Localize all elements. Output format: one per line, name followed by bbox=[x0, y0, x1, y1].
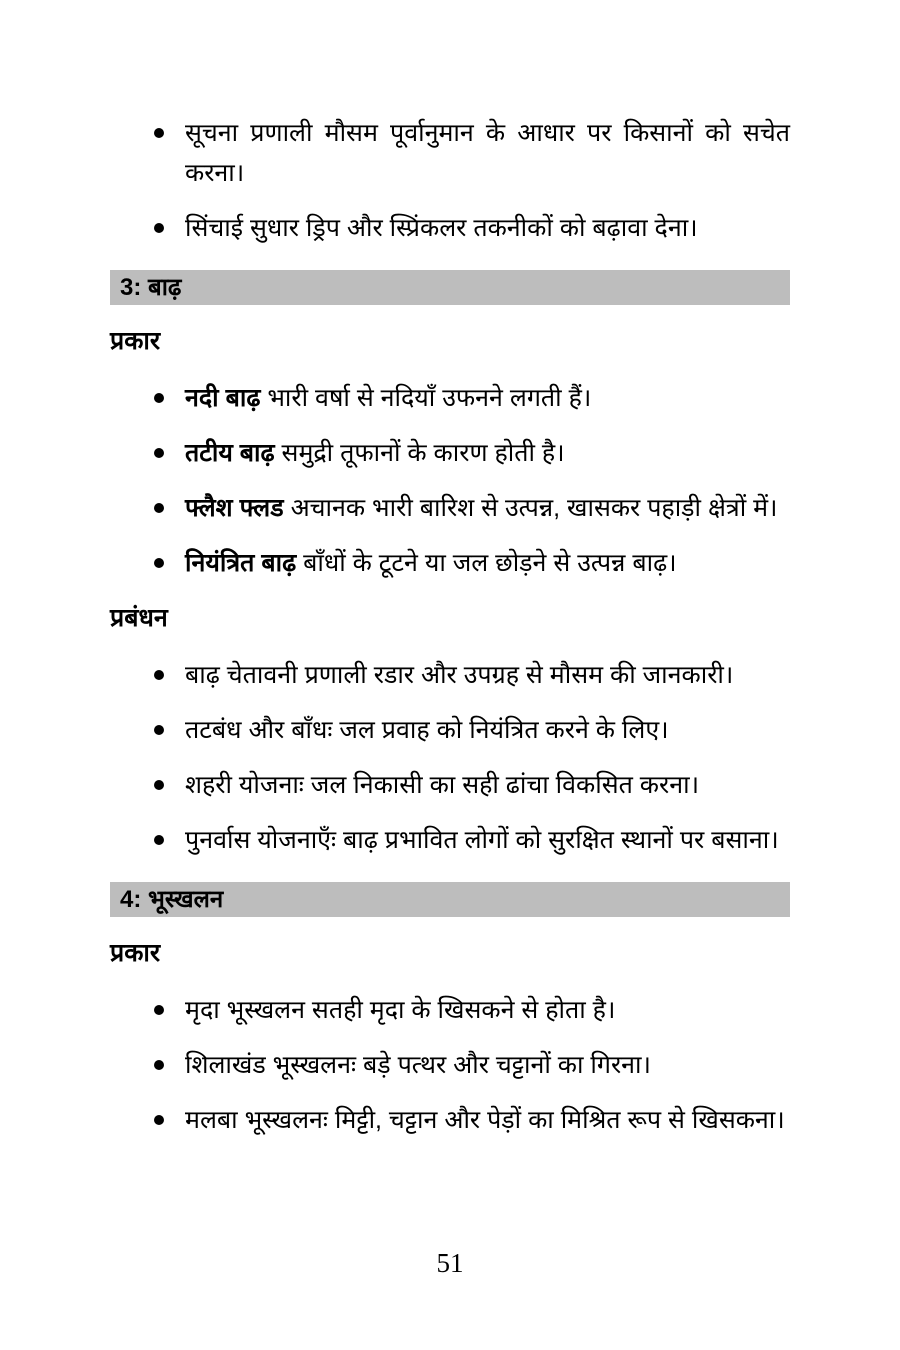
bullet-lead-bold: तटीय बाढ़ bbox=[185, 439, 275, 467]
bullet-text: शहरी योजनाः जल निकासी का सही ढांचा विकसित करना। bbox=[185, 771, 700, 799]
list-item bbox=[110, 488, 790, 528]
bullet-text: शिलाखंड भूस्खलनः बड़े पत्थर और चट्टानों का गिरना। bbox=[185, 1051, 651, 1079]
bullet-text: पुनर्वास योजनाएँः बाढ़ प्रभावित लोगों को सुरक्षित स्थानों पर बसाना। bbox=[185, 826, 779, 854]
bullet-text: बाँधों के टूटने या जल छोड़ने से उत्पन्न बाढ़। bbox=[296, 549, 677, 577]
intro-bullet-list bbox=[110, 113, 790, 248]
bullet-text: सूचना प्रणाली मौसम पूर्वानुमान के आधार पर किसानों को सचेत करना। bbox=[185, 119, 790, 187]
list-item bbox=[110, 655, 790, 695]
subheading-landslide-types: प्रकार bbox=[110, 939, 161, 967]
list-item bbox=[110, 820, 790, 860]
section-header-landslide: 4: भूस्खलन bbox=[110, 882, 790, 917]
list-item bbox=[110, 990, 790, 1030]
bullet-text: सिंचाई सुधार ड्रिप और स्प्रिंकलर तकनीकों को बढ़ावा देना। bbox=[185, 214, 698, 242]
bullet-text: बाढ़ चेतावनी प्रणाली रडार और उपग्रह से मौसम की जानकारी। bbox=[185, 661, 734, 689]
landslide-types-list bbox=[110, 990, 790, 1140]
bullet-text: भारी वर्षा से नदियाँ उफनने लगती हैं। bbox=[260, 384, 592, 412]
bullet-lead-bold: नदी बाढ़ bbox=[185, 384, 261, 412]
bullet-text: तटबंध और बाँधः जल प्रवाह को नियंत्रित करने के लिए। bbox=[185, 716, 669, 744]
subheading-flood-management: प्रबंधन bbox=[110, 604, 168, 632]
list-item bbox=[110, 543, 790, 583]
flood-management-list bbox=[110, 655, 790, 860]
bullet-text: अचानक भारी बारिश से उत्पन्न, खासकर पहाड़ी क्षेत्रों में। bbox=[283, 494, 778, 522]
bullet-lead-bold: फ्लैश फ्लड bbox=[185, 494, 284, 522]
list-item bbox=[110, 1100, 790, 1140]
list-item bbox=[110, 765, 790, 805]
list-item bbox=[110, 113, 790, 193]
flood-types-list bbox=[110, 378, 790, 583]
list-item bbox=[110, 710, 790, 750]
bullet-text: समुद्री तूफानों के कारण होती है। bbox=[274, 439, 565, 467]
list-item bbox=[110, 208, 790, 248]
subheading-flood-types: प्रकार bbox=[110, 327, 161, 355]
section-header-flood: 3: बाढ़ bbox=[110, 270, 790, 305]
list-item bbox=[110, 433, 790, 473]
page-number: 51 bbox=[436, 1248, 464, 1278]
bullet-text: मृदा भूस्खलन सतही मृदा के खिसकने से होता है। bbox=[185, 996, 616, 1024]
list-item bbox=[110, 378, 790, 418]
list-item bbox=[110, 1045, 790, 1085]
bullet-text: मलबा भूस्खलनः मिट्टी, चट्टान और पेड़ों का मिश्रित रूप से खिसकना। bbox=[185, 1106, 785, 1134]
bullet-lead-bold: नियंत्रित बाढ़ bbox=[185, 549, 297, 577]
